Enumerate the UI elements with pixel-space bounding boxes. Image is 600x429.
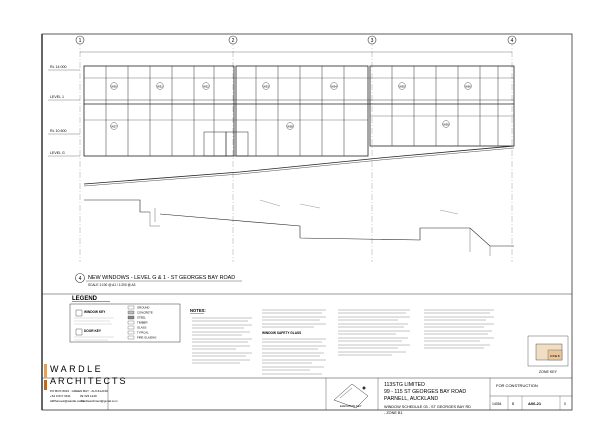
- zone-key: [528, 336, 568, 374]
- svg-text:W50: W50: [111, 84, 117, 89]
- facade-elevation: [84, 66, 514, 186]
- general-notes: [190, 308, 494, 374]
- svg-text:W52: W52: [203, 84, 209, 89]
- window-tag: [263, 83, 270, 90]
- svg-text:4: 4: [510, 38, 514, 44]
- elevation-title-block: [76, 274, 243, 288]
- grid-bubble-2: [229, 36, 237, 44]
- window-tag: [331, 83, 338, 90]
- foundation-section: [84, 200, 514, 256]
- elevation-title: NEW WINDOWS - LEVEL G & 1 - ST GEORGES BAY ROAD: [88, 275, 236, 281]
- svg-text:W56: W56: [465, 84, 471, 89]
- legend-item: TIMBER: [137, 320, 148, 325]
- window-tag: [111, 83, 118, 90]
- svg-text:W51: W51: [157, 84, 163, 89]
- company-email: AllPlanned@wardle.co.nz: [50, 399, 85, 403]
- window-tags: [111, 83, 472, 130]
- legend-item: CONCRETE: [137, 310, 153, 315]
- legend-item: TYPICAL: [137, 330, 149, 335]
- drawing-status: FOR CONSTRUCTION: [496, 383, 538, 388]
- legend-door-key: DOOR KEY: [84, 329, 102, 333]
- svg-text:W57: W57: [111, 124, 117, 129]
- level-label: RL 14.000: [50, 65, 67, 69]
- legend-item: GLASS: [137, 325, 147, 330]
- project-address: 99 - 115 ST GEORGES BAY ROAD: [384, 389, 467, 395]
- window-tag: [157, 83, 164, 90]
- company-email-2: Wardlearchitect@gmail.com: [80, 399, 118, 403]
- svg-text:W53: W53: [263, 84, 269, 89]
- sheet-title-2: - ZONE B1: [384, 411, 403, 415]
- window-tag: [111, 123, 118, 130]
- grid-bubble-3: [368, 36, 376, 44]
- title-block: [492, 383, 566, 406]
- legend-item: GROUND: [137, 305, 150, 310]
- legend-swatches: [128, 306, 134, 339]
- company-address: PO BOX 8019 · GREEN BAY · AUCKLAND: [50, 389, 108, 393]
- company-logo: [44, 364, 128, 403]
- sheet-title: WINDOW SCHEDULE 03 - ST GEORGES BAY RD: [384, 405, 471, 409]
- sheet-number: A06-21: [528, 401, 542, 406]
- company-fax: 09 323 1249: [80, 394, 97, 398]
- sheet-size: B: [512, 402, 515, 406]
- legend-title: LEGEND: [72, 296, 98, 302]
- level-label: LEVEL 1: [50, 95, 65, 99]
- svg-text:ZONE B: ZONE B: [550, 355, 560, 358]
- level-label: LEVEL G: [50, 151, 65, 155]
- window-tag: [443, 121, 450, 128]
- elevation-scale: SCALE 1:100 @ A1 / 1:200 @ A3: [88, 283, 136, 287]
- svg-text:3: 3: [370, 38, 374, 44]
- elevation-key-plan: [334, 384, 368, 408]
- grid-bubble-1: [76, 36, 84, 44]
- window-tag: [465, 83, 472, 90]
- legend-item: FIRE GLAZING: [137, 335, 157, 340]
- legend-window-key: WINDOW KEY: [84, 310, 106, 314]
- window-tag: [203, 83, 210, 90]
- svg-text:W58: W58: [287, 124, 293, 129]
- svg-text:W55: W55: [399, 84, 405, 89]
- sheet-border: [42, 34, 572, 410]
- svg-text:W59: W59: [443, 122, 449, 127]
- legend-item: STEEL: [137, 315, 146, 320]
- safety-glass-heading: WINDOW SAFETY GLASS: [262, 331, 302, 335]
- window-tag: [287, 123, 294, 130]
- zone-key-label: ZONE KEY: [538, 370, 558, 374]
- svg-text:4: 4: [78, 276, 82, 282]
- svg-text:2: 2: [231, 38, 235, 44]
- notes-title: NOTES:: [190, 308, 206, 313]
- window-tag: [399, 83, 406, 90]
- grid-bubble-4: [508, 36, 516, 44]
- level-label: RL 10.500: [50, 129, 67, 133]
- company-name-line2: ARCHITECTS: [50, 376, 128, 386]
- company-name-line1: WARDLE: [50, 364, 104, 374]
- legend-panel: [70, 296, 180, 342]
- company-phone: +64 9 817 6611: [50, 394, 71, 398]
- svg-text:W54: W54: [331, 84, 337, 89]
- level-markers: [48, 65, 80, 156]
- revision: 0: [564, 402, 566, 406]
- project-client: 113STG LIMITED: [384, 382, 425, 388]
- svg-text:1: 1: [78, 38, 82, 44]
- job-number: 14054: [492, 402, 502, 406]
- svg-text:ELEVATION KEY: ELEVATION KEY: [340, 404, 362, 408]
- project-city: PARNELL, AUCKLAND: [384, 396, 439, 402]
